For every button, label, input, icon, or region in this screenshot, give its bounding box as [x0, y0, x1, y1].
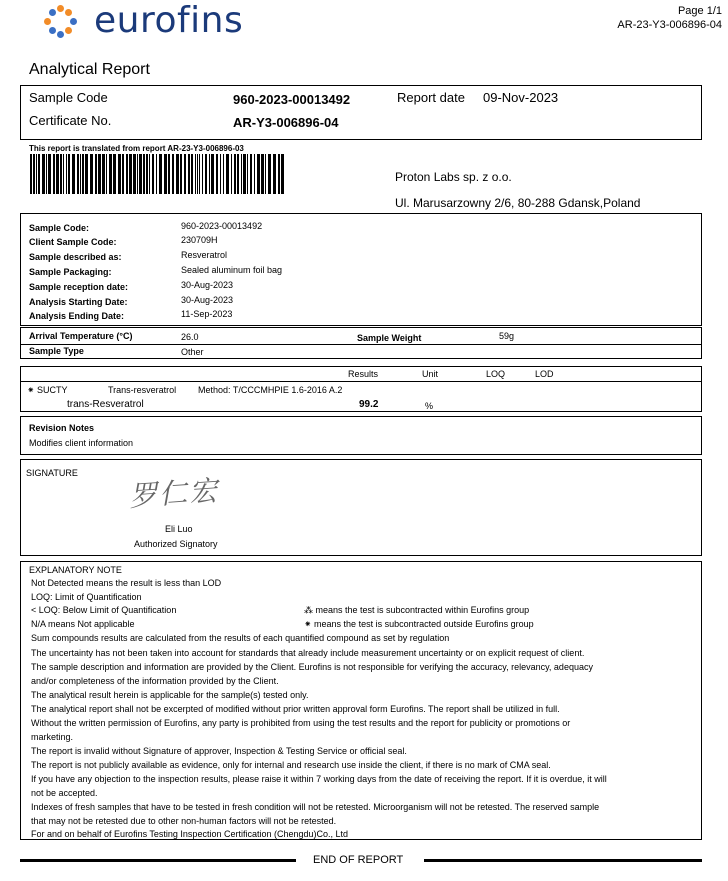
explanatory-line: If you have any objection to the inspection results, please raise it within 7 working days from the date of receiving the report. If it is overdue, it will: [31, 774, 607, 784]
barcode-bar: [247, 154, 248, 194]
subcontract-outside-note: ⁕ means the test is subcontracted outside Eurofins group: [304, 619, 534, 629]
barcode-bar: [72, 154, 75, 194]
certificate-label: Certificate No.: [29, 113, 112, 128]
explanatory-line: marketing.: [31, 732, 74, 742]
barcode-bar: [60, 154, 62, 194]
barcode-bar: [68, 154, 70, 194]
explanatory-line: The analytical result herein is applicable for the sample(s) tested only.: [31, 690, 309, 700]
barcode-bar: [278, 154, 280, 194]
barcode-bar: [205, 154, 207, 194]
barcode-bar: [241, 154, 242, 194]
explanatory-line: Indexes of fresh samples that have to be tested in fresh condition will not be retested. Microorganism will not be retested. The reserved sample: [31, 802, 600, 812]
barcode-bar: [56, 154, 59, 194]
report-date-value: 09-Nov-2023: [483, 90, 559, 105]
barcode-bar: [184, 154, 186, 194]
barcode-bar: [122, 154, 124, 194]
barcode-bar: [216, 154, 218, 194]
sample-type-label: Sample Type: [29, 346, 84, 356]
explanatory-line: The analytical report shall not be excerpted of modified without prior written approval form Eurofins. The report shall be utilized in full.: [31, 704, 560, 714]
barcode-bar: [30, 154, 32, 194]
explanatory-line: Sum compounds results are calculated from the results of each quantified compound as set by regulation: [31, 633, 450, 643]
result-unit: %: [425, 401, 434, 411]
sample-code-value: 960-2023-00013492: [233, 92, 351, 107]
explanatory-title: EXPLANATORY NOTE: [29, 565, 122, 575]
codes-box: [20, 85, 702, 140]
sample-info-value: 11-Sep-2023: [181, 309, 233, 319]
explanatory-line: The sample description and information are provided by the Client. Eurofins is not responsible for verifying the accuracy, relevancy, adequacy: [31, 662, 593, 672]
eurofins-logo: [44, 2, 244, 44]
report-reference: AR-23-Y3-006896-04: [617, 19, 722, 31]
col-results: Results: [348, 369, 379, 379]
barcode-bar: [48, 154, 51, 194]
barcode-bar: [152, 154, 154, 194]
client-address: Ul. Marusarzowny 2/6, 80-288 Gdansk,Poland: [395, 196, 641, 210]
explanatory-line: that may not be retested due to other non-human factors will not be retested.: [31, 816, 337, 826]
arrival-box: [20, 327, 702, 359]
explanatory-line: The report is not publicly available as evidence, only for internal and research use inside the client, if there is no mark of CMA seal.: [31, 760, 551, 770]
test-name: Trans-resveratrol: [108, 385, 177, 395]
barcode-bar: [226, 154, 229, 194]
signature-box: [20, 459, 702, 556]
barcode-bar: [243, 154, 246, 194]
test-method: Method: T/CCCMHPIE 1.6-2016 A.2: [198, 385, 343, 395]
sample-weight-label: Sample Weight: [357, 333, 422, 343]
revision-title: Revision Notes: [29, 423, 95, 433]
barcode-bar: [281, 154, 284, 194]
explanatory-line: and/or completeness of the information provided by the Client.: [31, 676, 279, 686]
barcode-bar: [113, 154, 116, 194]
barcode-bar: [85, 154, 88, 194]
barcode-bar: [66, 154, 67, 194]
sample-info-value: 30-Aug-2023: [181, 295, 234, 305]
barcode-bar: [129, 154, 132, 194]
explanatory-line: Without the written permission of Eurofins, any party is prohibited from using the test results and the report for publicity or promotions or: [31, 718, 571, 728]
barcode-bar: [268, 154, 271, 194]
signature-label: SIGNATURE: [26, 468, 78, 478]
barcode-bar: [220, 154, 221, 194]
barcode-bar: [77, 154, 79, 194]
barcode-bar: [209, 154, 210, 194]
sample-info-label: Sample Code:: [29, 223, 90, 233]
barcode-bar: [211, 154, 214, 194]
explanatory-line: The report is invalid without Signature of approver, Inspection & Testing Service or official seal.: [31, 746, 407, 756]
signatory-name: Eli Luo: [165, 524, 193, 534]
barcode-bar: [33, 154, 35, 194]
barcode-bar: [53, 154, 55, 194]
col-lod: LOD: [535, 369, 554, 379]
analyte-name: trans-Resveratrol: [67, 399, 144, 410]
explanatory-line: not be accepted.: [31, 788, 98, 798]
client-name: Proton Labs sp. z o.o.: [395, 170, 512, 184]
sample-info-value: 230709H: [181, 235, 218, 245]
barcode-bar: [137, 154, 138, 194]
barcode-bar: [254, 154, 255, 194]
col-loq: LOQ: [486, 369, 506, 379]
barcode-bar: [168, 154, 170, 194]
report-date-label: Report date: [397, 90, 465, 105]
barcode-bar: [82, 154, 84, 194]
col-unit: Unit: [422, 369, 439, 379]
barcode-bar: [139, 154, 142, 194]
barcode-bar: [42, 154, 45, 194]
barcode-bar: [261, 154, 264, 194]
signatory-role: Authorized Signatory: [134, 539, 218, 549]
barcode-bar: [195, 154, 196, 194]
sample-info-label: Analysis Starting Date:: [29, 297, 128, 307]
sample-info-value: Resveratrol: [181, 250, 228, 260]
barcode-bar: [146, 154, 148, 194]
sample-weight-value: 59g: [499, 331, 515, 341]
barcode-bar: [118, 154, 121, 194]
results-box: [20, 366, 702, 412]
sample-info-label: Sample described as:: [29, 252, 122, 262]
barcode-bar: [197, 154, 198, 194]
page-number: Page 1/1: [677, 5, 722, 17]
barcode-bar: [95, 154, 97, 194]
barcode-bar: [159, 154, 162, 194]
explanatory-line: N/A means Not applicable: [31, 619, 135, 629]
footer-rule-right: [424, 859, 702, 862]
translation-note: This report is translated from report AR-23-Y3-006896-03: [29, 144, 244, 153]
arrival-temp-value: 26.0: [181, 332, 199, 342]
barcode-bar: [191, 154, 193, 194]
sample-code-label: Sample Code: [29, 90, 108, 105]
sample-info-label: Analysis Ending Date:: [29, 311, 125, 321]
barcode-bar: [38, 154, 40, 194]
sample-info-label: Client Sample Code:: [29, 237, 117, 247]
barcode-bar: [102, 154, 105, 194]
barcode-bar: [202, 154, 203, 194]
barcode-bar: [180, 154, 182, 194]
revision-box: [20, 416, 702, 455]
barcode: [30, 154, 286, 194]
sample-info-box: [20, 213, 702, 326]
barcode-bar: [156, 154, 157, 194]
sample-info-value: Sealed aluminum foil bag: [181, 265, 283, 275]
page-title: Analytical Report: [29, 61, 150, 78]
barcode-bar: [265, 154, 266, 194]
revision-text: Modifies client information: [29, 438, 134, 448]
barcode-bar: [106, 154, 107, 194]
barcode-bar: [90, 154, 93, 194]
explanatory-line: < LOQ: Below Limit of Quantification: [31, 605, 177, 615]
barcode-bar: [172, 154, 174, 194]
barcode-bar: [63, 154, 64, 194]
barcode-bar: [176, 154, 179, 194]
barcode-bar: [234, 154, 236, 194]
explanatory-box: [20, 561, 702, 840]
test-code: ⁕ SUCTY: [27, 385, 68, 395]
barcode-bar: [199, 154, 200, 194]
certificate-value: AR-Y3-006896-04: [233, 115, 339, 130]
barcode-bar: [109, 154, 112, 194]
footer-rule-left: [20, 859, 296, 862]
barcode-bar: [46, 154, 47, 194]
explanatory-line: For and on behalf of Eurofins Testing Inspection Certification (Chengdu)Co., Ltd: [31, 829, 349, 839]
barcode-bar: [80, 154, 81, 194]
barcode-bar: [164, 154, 167, 194]
explanatory-line: LOQ: Limit of Quantification: [31, 592, 142, 602]
barcode-bar: [143, 154, 145, 194]
barcode-bar: [231, 154, 232, 194]
barcode-bar: [36, 154, 37, 194]
arrival-temp-label: Arrival Temperature (°C): [29, 331, 133, 341]
subcontract-within-note: ⁂ means the test is subcontracted within Eurofins group: [304, 605, 530, 615]
barcode-bar: [126, 154, 128, 194]
sample-type-value: Other: [181, 347, 204, 357]
sample-info-label: Sample Packaging:: [29, 267, 112, 277]
result-value: 99.2: [359, 399, 379, 410]
explanatory-line: The uncertainty has not been taken into account for standards that already include measurement uncertainty or on explicit request of client.: [31, 648, 585, 658]
handwritten-signature: 罗仁宏: [128, 473, 221, 514]
barcode-bar: [188, 154, 190, 194]
barcode-bar: [223, 154, 224, 194]
barcode-bar: [273, 154, 276, 194]
barcode-bar: [257, 154, 260, 194]
explanatory-line: Not Detected means the result is less than LOD: [31, 578, 222, 588]
logo-text: eurofins: [94, 0, 244, 41]
barcode-bar: [98, 154, 101, 194]
barcode-bar: [133, 154, 136, 194]
sample-info-value: 30-Aug-2023: [181, 280, 234, 290]
barcode-bar: [250, 154, 252, 194]
barcode-bar: [149, 154, 150, 194]
barcode-bar: [237, 154, 239, 194]
end-of-report: END OF REPORT: [313, 854, 404, 866]
sample-info-value: 960-2023-00013492: [181, 221, 263, 231]
sample-info-label: Sample reception date:: [29, 282, 129, 292]
logo-dots-icon: [44, 5, 78, 39]
